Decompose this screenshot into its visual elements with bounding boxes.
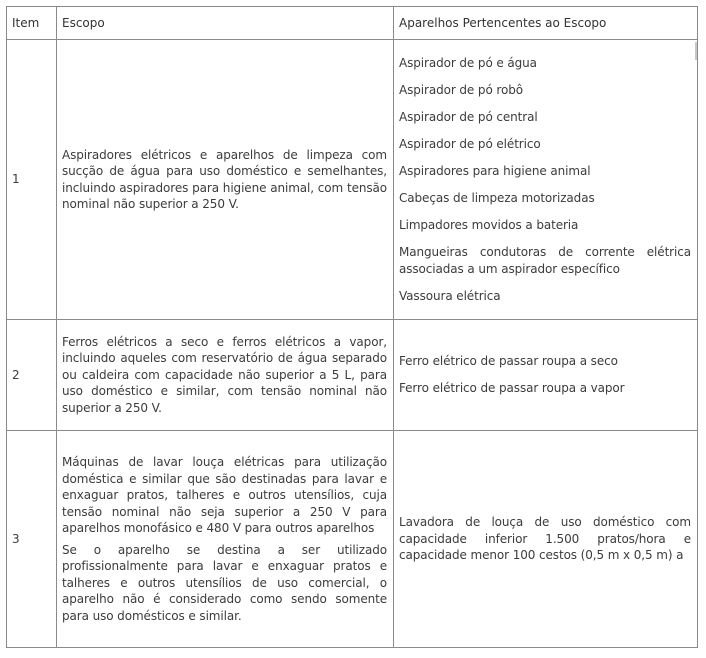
appliances-cell — [394, 431, 698, 648]
appliance-item: Aspirador de pó elétrico — [399, 137, 541, 151]
scope-paragraph: Máquinas de lavar louça elétricas para utilização doméstica e similar que são destinadas para lavar e enxaguar pratos, talheres e outros utensílios, cuja tensão nominal não seja superior a 250 V para aparelhos monofásico e 480 V para outros aparelhos — [62, 455, 387, 535]
table-row — [7, 320, 698, 431]
appliance-item: Cabeças de limpeza motorizadas — [399, 191, 595, 205]
appliance-item: Aspirador de pó e água — [399, 56, 537, 70]
header-item: Item — [7, 7, 57, 40]
table-row — [7, 40, 698, 320]
appliance-item: Aspiradores para higiene animal — [399, 164, 591, 178]
header-scope: Escopo — [57, 7, 394, 40]
appliance-item: Aspirador de pó central — [399, 110, 538, 124]
appliance-list — [399, 514, 691, 564]
scope-paragraph: Aspiradores elétricos e aparelhos de limpeza com sucção de água para uso doméstico e semelhantes, incluindo aspiradores para higiene animal, com tensão nominal não superior a 250 V. — [62, 147, 387, 211]
appliance-item: Vassoura elétrica — [399, 288, 501, 303]
table-row — [7, 431, 698, 648]
scope-paragraph: Se o aparelho se destina a ser utilizado profissionalmente para lavar e enxaguar pratos e talheres e outros utensílios de uso comercial, o aparelho não é considerado como sendo somente para uso domésticos e similar. — [62, 542, 387, 623]
appliances-cell — [394, 40, 698, 320]
appliance-item: Mangueiras condutoras de corrente elétrica associadas a um aspirador específico — [399, 245, 691, 276]
header-appliances: Aparelhos Pertencentes ao Escopo — [394, 7, 698, 40]
item-number: 1 — [7, 40, 57, 320]
scope-cell — [57, 431, 394, 648]
scrollbar-thumb[interactable] — [695, 42, 697, 60]
appliance-item: Ferro elétrico de passar roupa a seco — [399, 354, 618, 369]
scope-cell — [57, 320, 394, 431]
appliance-item: Limpadores movidos a bateria — [399, 218, 579, 232]
appliance-list — [399, 55, 691, 304]
appliances-cell — [394, 320, 698, 431]
scope-table — [6, 6, 698, 648]
item-number: 3 — [7, 431, 57, 648]
appliance-item: Aspirador de pó robô — [399, 83, 523, 97]
item-number: 2 — [7, 320, 57, 431]
scope-paragraph: Ferros elétricos a seco e ferros elétricos a vapor, incluindo aqueles com reservatório de água separado ou caldeira com capacidade não superior a 5 L, para uso doméstico e similar, com tensão nominal não superior a 250 V. — [62, 334, 387, 415]
appliance-item: Ferro elétrico de passar roupa a vapor — [399, 381, 625, 396]
header-row — [7, 7, 698, 40]
appliance-list — [399, 353, 691, 397]
appliance-item: Lavadora de louça de uso doméstico com capacidade inferior 1.500 pratos/hora e capacidade menor 100 cestos (0,5 m x 0,5 m) a — [399, 515, 691, 563]
scope-cell — [57, 40, 394, 320]
